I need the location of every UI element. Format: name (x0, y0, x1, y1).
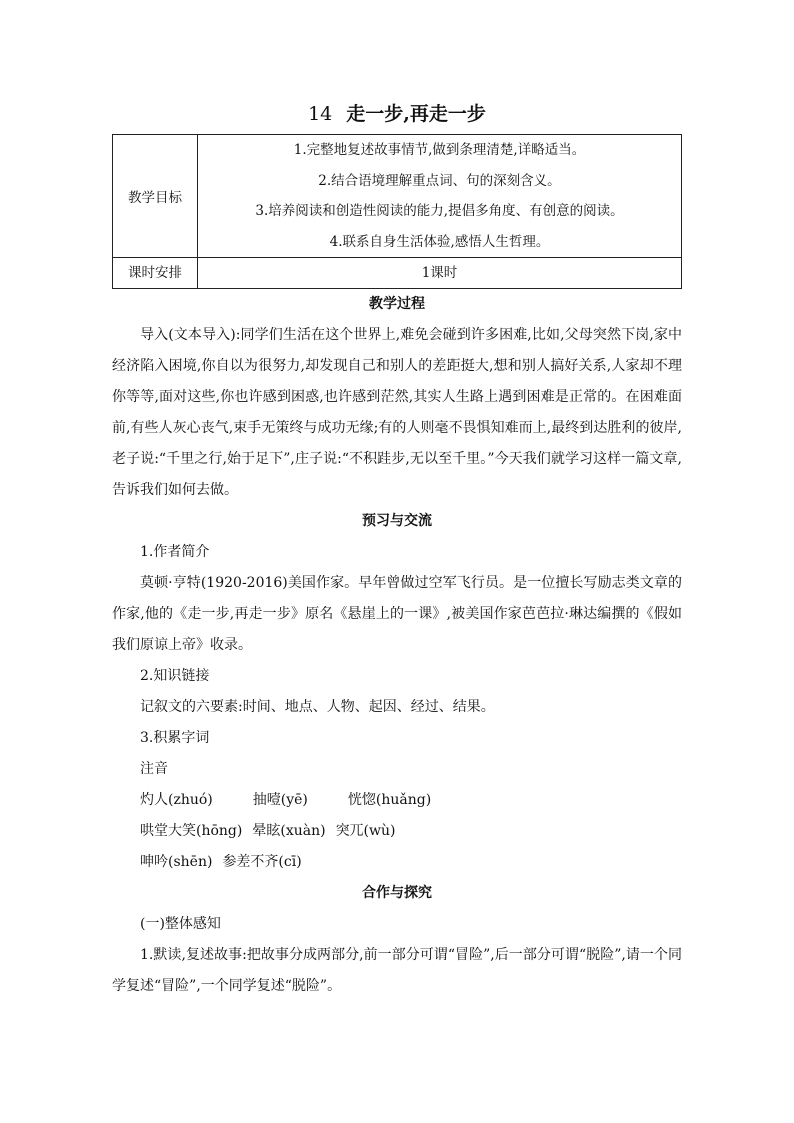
hours-value: 1课时 (198, 258, 682, 289)
phonetic-item: 晕眩(xuàn) (252, 823, 326, 839)
knowledge-heading: 2.知识链接 (140, 668, 210, 684)
words-heading: 3.积累字词 (140, 730, 210, 746)
phonetic-item: 抽噎(yē) (252, 792, 308, 808)
phonetic-item: 恍惚(huǎng) (347, 792, 432, 808)
goals-table (112, 134, 682, 289)
goal-item: 2.结合语境理解重点词、句的深刻含义。 (318, 172, 561, 189)
author-heading: 1.作者简介 (140, 544, 210, 560)
phonetic-row (112, 785, 682, 816)
preview-heading: 预习与交流 (362, 513, 432, 529)
goal-item: 1.完整地复述故事情节,做到条理清楚,详略适当。 (293, 142, 586, 158)
phonetic-heading: 注音 (140, 761, 168, 777)
phonetic-item: 呻吟(shēn) (140, 854, 213, 870)
task1-paragraph: 1.默读,复述故事:把故事分成两部分,前一部分可谓“冒险”,后一部分可谓“脱险”,请一个同学复述“冒险”,一个同学复述“脱险”。 (112, 947, 682, 994)
intro-paragraph: 导入(文本导入):同学们生活在这个世界上,难免会碰到许多困难,比如,父母突然下岗,家中经济陷入困境,你自以为很努力,却发现自己和别人的差距挺大,想和别人搞好关系,人家却不理你等等,面对这些,你也许感到困惑,也许感到茫然,其实人生路上遇到困难是正常的。在困难面前,有些人灰心丧气,束手无策终与成功无缘;有的人则毫不畏惧知难而上,最终到达胜利的彼岸,老子说:“千里之行,始于足下”,庄子说:“不积跬步,无以至千里。”今天我们就学习这样一篇文章,告诉我们如何去做。 (112, 327, 682, 498)
phonetic-item: 灼人(zhuó) (140, 792, 213, 808)
cooperation-heading: 合作与探究 (362, 885, 432, 901)
lesson-number: 14 (308, 103, 333, 125)
phonetic-item: 参差不齐(cī) (222, 854, 302, 870)
goal-item: 3.培养阅读和创造性阅读的能力,提倡多角度、有创意的阅读。 (255, 203, 624, 219)
phonetic-item: 哄堂大笑(hōng) (140, 823, 243, 839)
phonetic-row (112, 816, 682, 847)
goals-list (198, 135, 682, 258)
phonetic-row (112, 847, 682, 878)
lesson-title-text: 走一步,再走一步 (346, 103, 486, 125)
process-heading: 教学过程 (369, 296, 425, 312)
knowledge-paragraph: 记叙文的六要素:时间、地点、人物、起因、经过、结果。 (140, 699, 495, 715)
goal-item: 4.联系自身生活体验,感悟人生哲理。 (329, 233, 550, 250)
goals-label: 教学目标 (113, 135, 198, 258)
lesson-title (112, 100, 682, 128)
phonetic-item: 突兀(wù) (335, 823, 396, 839)
document-page (112, 100, 682, 1002)
author-paragraph: 莫顿·亨特(1920-2016)美国作家。早年曾做过空军飞行员。是一位擅长写励志类文章的作家,他的《走一步,再走一步》原名《悬崖上的一课》,被美国作家芭芭拉·琳达编撰的《假如我们原谅上帝》收录。 (112, 575, 682, 653)
part1-heading: (一)整体感知 (140, 916, 221, 932)
hours-label: 课时安排 (113, 258, 198, 289)
